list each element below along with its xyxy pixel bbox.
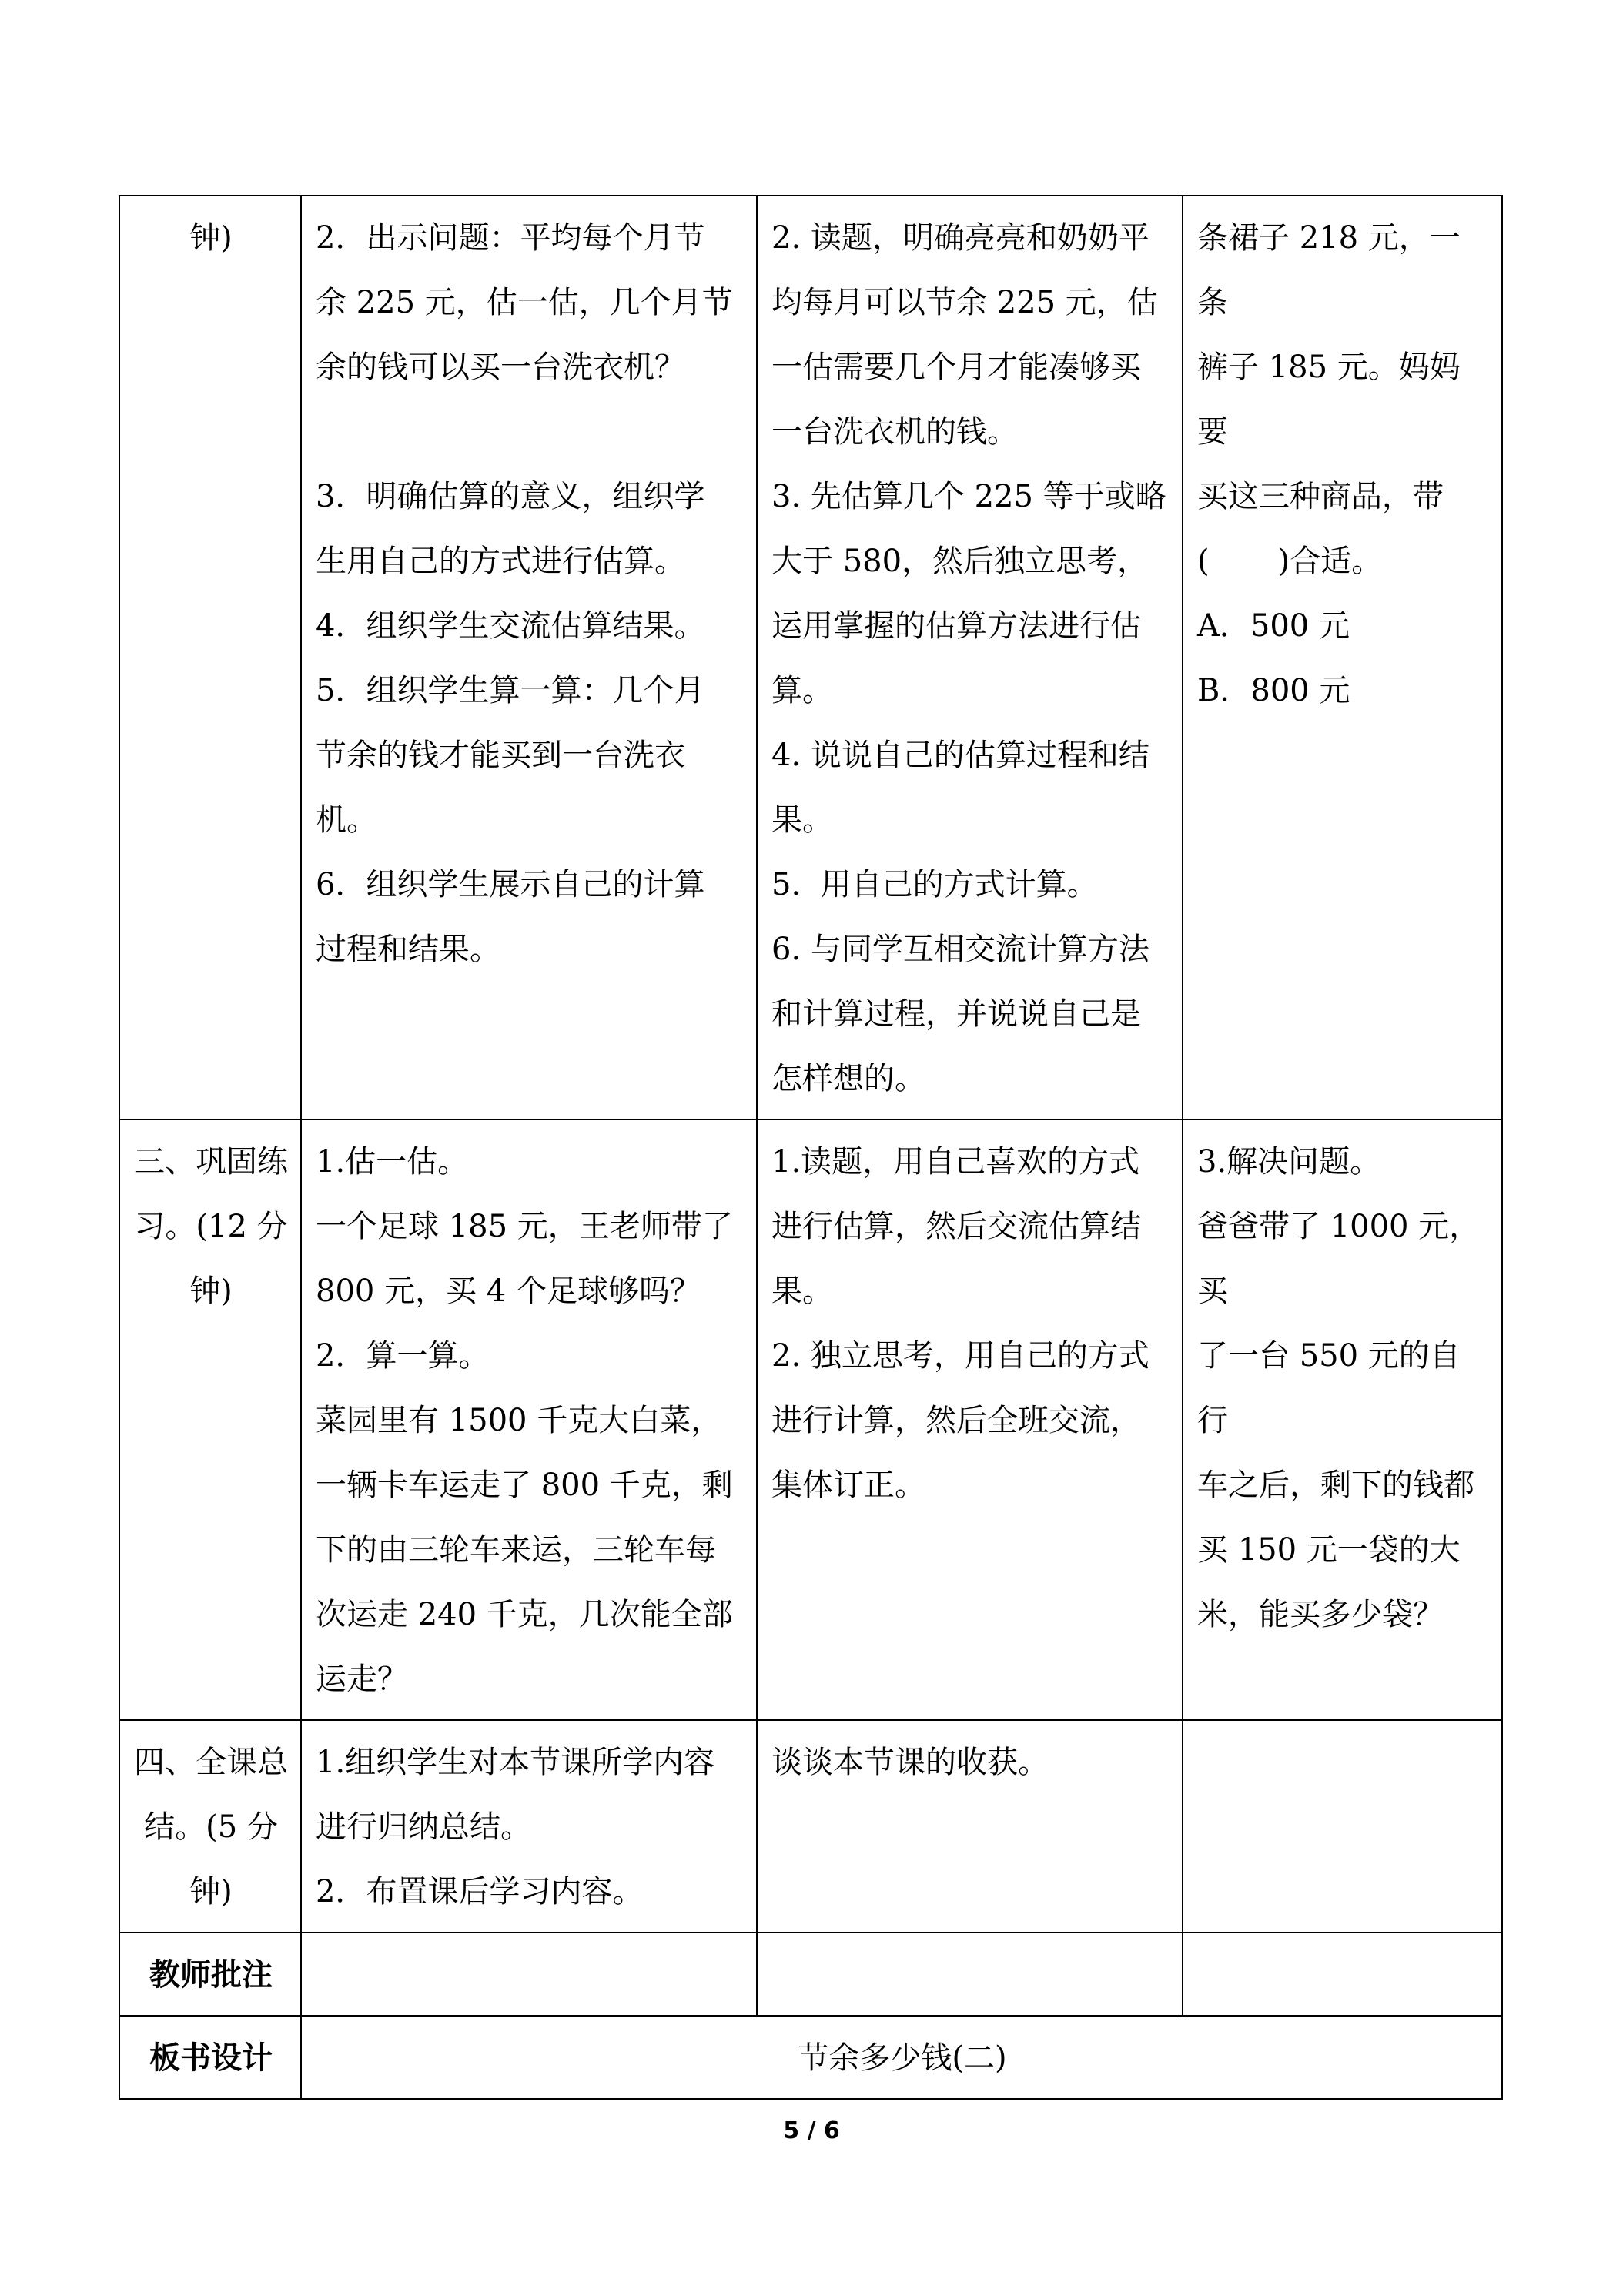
exercise-text: 条裙子 218 元，一条: [1197, 220, 1461, 320]
exercise-cell: [1183, 196, 1502, 1120]
student-text: 算。: [771, 673, 833, 708]
stage-cell: [119, 1120, 301, 1720]
exercise-text: 了一台 550 元的自行: [1197, 1338, 1461, 1438]
table-row: [119, 1933, 1502, 2016]
exercise-cell: [1183, 1120, 1502, 1720]
student-text: 进行估算，然后交流估算结: [771, 1209, 1141, 1244]
exercise-text: 买这三种商品，带: [1197, 479, 1444, 514]
table-row: [119, 1120, 1502, 1720]
teacher-text: 800 元，买 4 个足球够吗？: [316, 1274, 701, 1309]
student-activity-cell: [757, 1120, 1183, 1720]
teacher-text: 4．组织学生交流估算结果。: [316, 608, 705, 644]
exercise-text: 车之后，剩下的钱都: [1197, 1468, 1474, 1503]
exercise-text: A．500 元: [1197, 608, 1350, 644]
stage-text: 三、巩固练: [134, 1144, 288, 1180]
teacher-text: 次运走 240 千克，几次能全部: [316, 1597, 733, 1632]
stage-cell: [119, 1720, 301, 1933]
teacher-text: 1.组织学生对本节课所学内容: [316, 1745, 715, 1780]
student-text: 均每月可以节余 225 元，估: [771, 285, 1158, 320]
lesson-plan-table: [119, 195, 1503, 2100]
student-text: 果。: [771, 1274, 833, 1309]
student-text: 一台洗衣机的钱。: [771, 414, 1018, 450]
student-text: 果。: [771, 802, 833, 838]
teacher-activity-cell: [301, 1720, 757, 1933]
teacher-note-label: 教师批注: [119, 1933, 301, 2016]
blank-line: [316, 400, 744, 464]
exercise-cell: [1183, 1720, 1502, 1933]
teacher-activity-cell: [301, 1120, 757, 1720]
student-text: 进行计算，然后全班交流，: [771, 1403, 1141, 1438]
exercise-text: ( )合适。: [1197, 544, 1383, 579]
exercise-text: 米，能买多少袋？: [1197, 1597, 1444, 1632]
teacher-note-cell: [1183, 1933, 1502, 2016]
teacher-text: 菜园里有 1500 千克大白菜，: [316, 1403, 722, 1438]
stage-text: 钟): [189, 1874, 233, 1909]
teacher-text: 下的由三轮车来运，三轮车每: [316, 1532, 716, 1568]
teacher-text: 余的钱可以买一台洗衣机？: [316, 350, 685, 385]
student-text: 一估需要几个月才能凑够买: [771, 350, 1141, 385]
student-text: 和计算过程，并说说自己是: [771, 996, 1141, 1032]
teacher-text: 进行归纳总结。: [316, 1809, 531, 1845]
student-text: 大于 580，然后独立思考，: [771, 544, 1149, 579]
teacher-text: 2．布置课后学习内容。: [316, 1874, 644, 1909]
student-text: 2. 读题，明确亮亮和奶奶平: [771, 220, 1149, 256]
student-text: 4. 说说自己的估算过程和结: [771, 738, 1149, 773]
student-activity-cell: [757, 196, 1183, 1120]
page-number: 5 / 6: [783, 2117, 840, 2144]
teacher-text: 6．组织学生展示自己的计算: [316, 867, 705, 902]
board-design-label: 板书设计: [119, 2016, 301, 2099]
teacher-text: 运走？: [316, 1662, 408, 1697]
stage-text: 钟): [189, 1274, 233, 1309]
teacher-text: 节余的钱才能买到一台洗衣: [316, 738, 685, 773]
teacher-text: 一辆卡车运走了 800 千克，剩: [316, 1468, 733, 1503]
teacher-activity-cell: [301, 196, 757, 1120]
teacher-text: 5．组织学生算一算：几个月: [316, 673, 705, 708]
teacher-text: 1.估一估。: [316, 1144, 469, 1180]
board-design-title: 节余多少钱(二): [301, 2016, 1502, 2099]
table-row: [119, 196, 1502, 1120]
student-text: 运用掌握的估算方法进行估: [771, 608, 1141, 644]
student-text: 6. 与同学互相交流计算方法: [771, 932, 1149, 967]
teacher-text: 机。: [316, 802, 377, 838]
student-text: 集体订正。: [771, 1468, 925, 1503]
stage-text: 钟): [189, 220, 233, 256]
student-text: 1.读题，用自己喜欢的方式: [771, 1144, 1140, 1180]
exercise-text: 爸爸带了 1000 元，买: [1197, 1209, 1481, 1309]
teacher-note-cell: [757, 1933, 1183, 2016]
student-text: 5. 用自己的方式计算。: [771, 867, 1098, 902]
teacher-text: 一个足球 185 元，王老师带了: [316, 1209, 733, 1244]
teacher-text: 生用自己的方式进行估算。: [316, 544, 685, 579]
stage-cell: [119, 196, 301, 1120]
table-row: [119, 1720, 1502, 1933]
student-text: 3. 先估算几个 225 等于或略: [771, 479, 1166, 514]
teacher-text: 2．出示问题：平均每个月节: [316, 220, 705, 256]
student-text: 谈谈本节课的收获。: [771, 1745, 1049, 1780]
teacher-note-cell: [301, 1933, 757, 2016]
student-text: 2. 独立思考，用自己的方式: [771, 1338, 1149, 1374]
exercise-text: 买 150 元一袋的大: [1197, 1532, 1461, 1568]
teacher-text: 2．算一算。: [316, 1338, 490, 1374]
student-text: 怎样想的。: [771, 1061, 925, 1096]
teacher-text: 过程和结果。: [316, 932, 500, 967]
exercise-text: 裤子 185 元。妈妈要: [1197, 350, 1461, 450]
exercise-text: B．800 元: [1197, 673, 1350, 708]
teacher-text: 3．明确估算的意义，组织学: [316, 479, 705, 514]
stage-text: 结。(5 分: [144, 1809, 278, 1845]
student-activity-cell: [757, 1720, 1183, 1933]
exercise-text: 3.解决问题。: [1197, 1144, 1381, 1180]
table-row: [119, 2016, 1502, 2099]
teacher-text: 余 225 元，估一估，几个月节: [316, 285, 733, 320]
stage-text: 习。(12 分: [134, 1209, 288, 1244]
stage-text: 四、全课总: [134, 1745, 288, 1780]
